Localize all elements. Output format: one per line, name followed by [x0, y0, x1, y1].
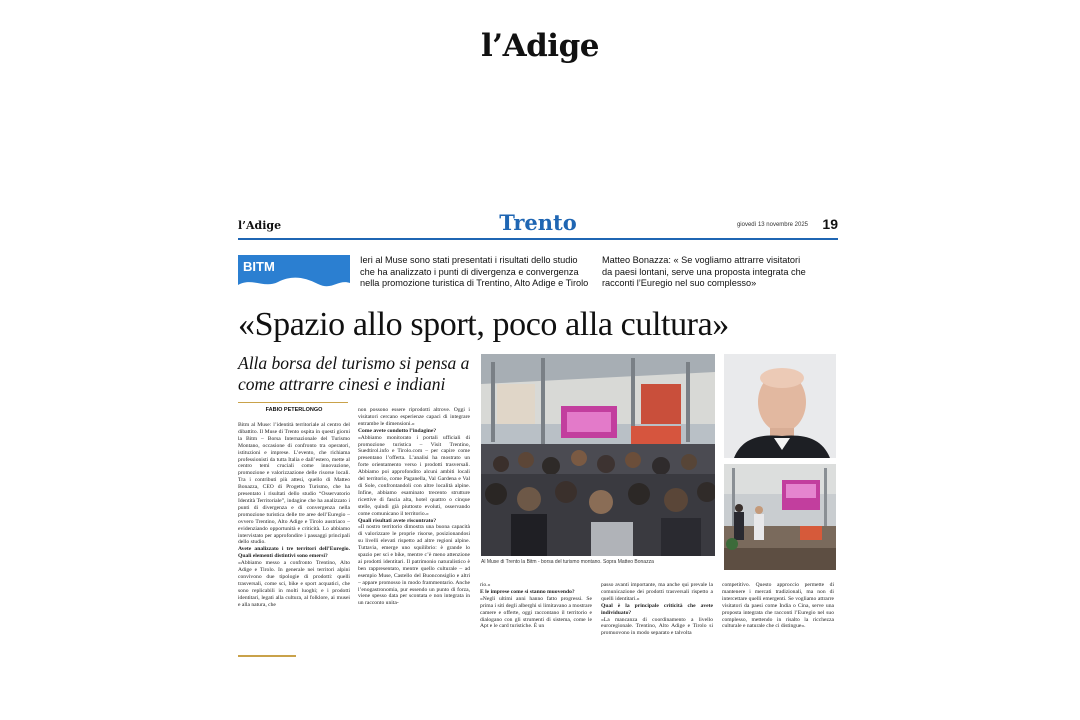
deck-quote: Matteo Bonazza: « Se vogliamo attrarre visitatori da paesi lontani, serve una proposta integrata che racconti l’Euregio nel suo complesso» [602, 255, 806, 288]
page-number: 19 [822, 216, 838, 232]
deck-summary: Ieri al Muse sono stati presentati i risultati dello studio che ha analizzato i punti di divergenza e convergenza nella promozione turistica di Trentino, Alto Adige e Tirolo [360, 255, 589, 288]
interview-question: Qual è la principale criticità che avete individuato? [601, 602, 713, 616]
photo-caption: Al Muse di Trento la Bitm - borsa del turismo montano. Sopra Matteo Bonazza [481, 559, 654, 565]
newspaper-page [238, 210, 838, 670]
interview-question: Come avete condotto l’indagine? [358, 427, 437, 434]
body-text: non possono essere riprodotti altrove. Oggi i visitatori cercano esperienze capaci di integrare entrambe le dimensioni.» [358, 407, 470, 427]
body-text: «Negli ultimi anni hanno fatto progressi. Se prima i siti degli alberghi si limitavano a mostrare camere e offerte, oggi raccontano il territorio e dialogano con gli strumenti di sistema, come le Apt e le card turistiche. È un [480, 595, 592, 630]
article-subhead: Alla borsa del turismo si pensa a come attrarre cinesi e indiani [238, 353, 470, 394]
mountain-wave-icon [238, 275, 350, 291]
article-column-3 [480, 582, 592, 652]
article-headline: «Spazio allo sport, poco alla cultura» [238, 306, 729, 343]
byline: FABIO PETERLONGO [265, 407, 323, 413]
footer-rule [238, 655, 296, 657]
interview-question: Avete analizzato i tre territori dell’Euregio. Quali elementi distintivi sono emersi? [238, 546, 350, 560]
kicker-label: BITM [243, 259, 275, 274]
body-text: «Il nostro territorio dimostra una buona capacità di valorizzare le proprie risorse, posizionandosi su livelli elevati rispetto ad altre regioni alpine. Tuttavia, emerge uno squilibrio: è grande lo spazio per sci e bike, mentre c’è meno attenzione ai prodotti identitari. Il patrimonio naturalistico è ben rappresentato, mentre quello culturale – ad esempio Muse, Castello del Buonconsiglio e altri – appare promosso in modo frammentario. Anche l’enogastronomia, pur essendo un punto di forza, viene spesso data per scontata e non integrata in un racconto unita- [358, 524, 470, 607]
body-text: «Abbiamo messo a confronto Trentino, Alto Adige e Tirolo. In generale nei territori alpini convivono due tipologie di prodotti: quelli trasversali, come sci, bike e sport acquatici, che sono replicabili in molti luoghi; e i prodotti identitari, legati alla cultura, al folklore, ai musei e alla natura, che [238, 560, 350, 608]
section-title: Trento [499, 210, 577, 235]
interview-question: Quali risultati avete riscontrato? [358, 517, 437, 524]
page-header [238, 210, 838, 240]
body-text: «Abbiamo monitorato i portali ufficiali di promozione turistica – Visit Trentino, Suedtirol.info e Tirolo.com – per capire come presentano l’offerta. L’analisi ha mostrato un forte orientamento verso i prodotti trasversali. Abbiamo poi approfondito alcuni ambiti locali del territorio, come Paganella, Val Gardena e Val di Sole, confrontandoli con altre località alpine. Infine, abbiamo esaminato trecento strutture ricettive di fascia alta, hotel quattro o cinque stelle, quindi già piuttosto evoluti, osservando come comunicano il territorio.» [358, 434, 470, 517]
article-column-5 [722, 582, 834, 652]
portrait-photo [724, 354, 836, 458]
kicker-badge [238, 255, 350, 291]
header-rule [238, 238, 838, 240]
article-column-4 [601, 582, 713, 652]
event-hall-photo [481, 354, 715, 556]
header-paper-name: l’Adige [238, 219, 282, 232]
stage-panel-photo [724, 464, 836, 570]
newspaper-masthead: l’Adige [481, 28, 599, 64]
body-text: passo avanti importante, ma anche qui prevale la comunicazione dei prodotti trasversali rispetto a quelli identitari.» [601, 582, 713, 602]
interview-question: E le imprese come si stanno muovendo? [480, 588, 575, 595]
article-column-1 [238, 422, 350, 622]
article-column-2 [358, 407, 470, 607]
body-text: rio.» [480, 582, 491, 588]
body-text: Bitm al Muse: l’identità territoriale al centro del dibattito. Il Muse di Trento ospita in questi giorni la Bitm – Borsa Internazionale del Turismo Montano, occasione di confronto tra operatori, istituzioni e imprese. L’evento, che richiama professionisti da tutta Italia e dall’estero, mette al centro temi cruciali come innovazione, promozione e valorizzazione delle risorse locali. Tra i contributi più attesi, quello di Matteo Bonazza, CEO di Progetto Turismo, che ha presentato i risultati dello studio “Osservatorio Identità Territoriale”, indagine che ha analizzato i punti di divergenza e di convergenza nella promozione turistica delle tre aree dell’Euregio – ovvero Trentino, Alto Adige e Tirolo austriaco – evidenziando opportunità e criticità. Lo abbiamo intervistato per approfondire i passaggi principali dello studio. [238, 422, 350, 546]
issue-date: giovedì 13 novembre 2025 [736, 222, 808, 228]
byline-rule [238, 402, 348, 403]
body-text: competitivo. Questo approccio permette di mantenere i mercati tradizionali, ma non di intercettare quelli emergenti. Se vogliamo attrarre visitatori da paesi come India o Cina, serve una proposta integrata che racconti l’Euregio nel suo complesso, mettendo in risalto la ricchezza culturale e naturale che ci distingue». [722, 582, 834, 630]
body-text: «La mancanza di coordinamento a livello euroregionale. Trentino, Alto Adige e Tirolo si promuovono in modo separato e talvolta [601, 616, 713, 637]
